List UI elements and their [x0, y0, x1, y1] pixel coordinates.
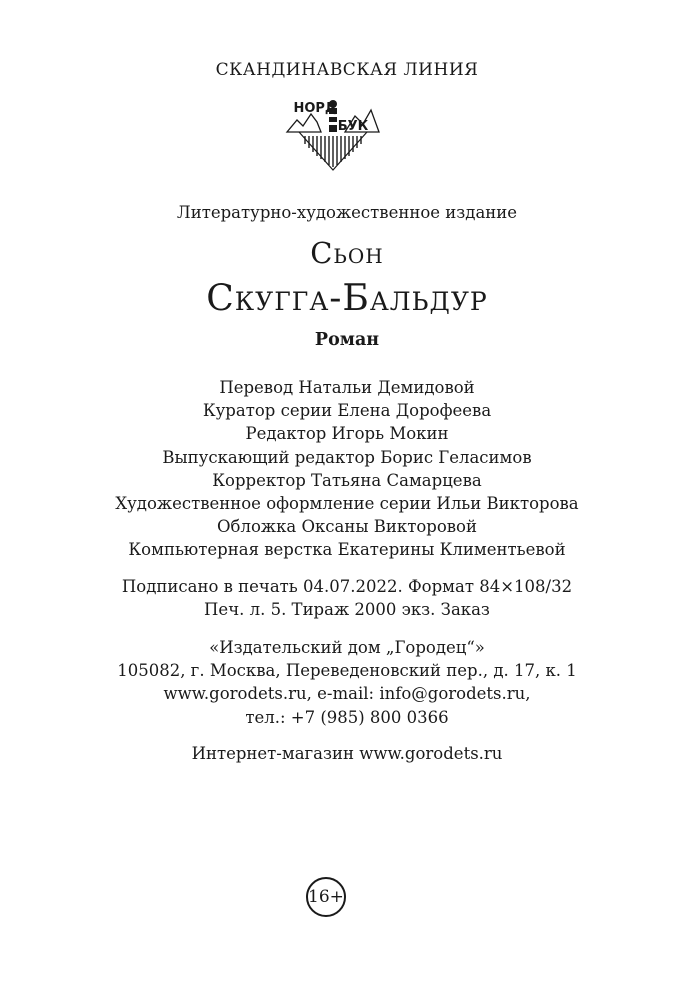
- book-title: Скугга-Бальдур: [206, 278, 488, 319]
- logo-text-nord: НОРД: [293, 101, 337, 116]
- logo-text-buk: БУК: [337, 119, 369, 134]
- credit-line: Перевод Натальи Демидовой: [219, 378, 475, 397]
- online-shop: Интернет-магазин www.gorodets.ru: [191, 744, 503, 763]
- credit-line: Корректор Татьяна Самарцева: [212, 470, 482, 490]
- genre: Роман: [314, 330, 380, 350]
- print-info-line: Печ. л. 5. Тираж 2000 экз. Заказ: [204, 600, 490, 619]
- nordbuk-logo: [285, 92, 381, 172]
- edition-type: Литературно-художественное издание: [176, 203, 518, 222]
- print-info-line: Подписано в печать 04.07.2022. Формат 84×108/32: [121, 577, 573, 596]
- credit-line: Обложка Оксаны Викторовой: [217, 517, 477, 537]
- credit-line: Редактор Игорь Мокин: [245, 424, 449, 444]
- credits-list: [0, 376, 694, 562]
- publisher-line: 105082, г. Москва, Переведеновский пер., д. 17, к. 1: [117, 661, 577, 681]
- publisher-line: «Издательский дом „Городец“»: [209, 638, 485, 657]
- credit-line: Куратор серии Елена Дорофеева: [202, 401, 492, 421]
- publisher-info: [0, 636, 694, 729]
- credit-line: Компьютерная верстка Екатерины Климентьевой: [128, 540, 566, 560]
- age-rating-badge: 16+: [306, 877, 346, 917]
- author-name: Сьон: [310, 236, 384, 270]
- credit-line: Художественное оформление серии Ильи Викторова: [115, 494, 579, 514]
- publisher-line: www.gorodets.ru, e-mail: info@gorodets.ru,: [163, 684, 531, 704]
- series-name: СКАНДИНАВСКАЯ ЛИНИЯ: [215, 60, 479, 80]
- print-info: [0, 575, 694, 621]
- publisher-line: тел.: +7 (985) 800 0366: [245, 707, 449, 727]
- credit-line: Выпускающий редактор Борис Геласимов: [162, 447, 532, 467]
